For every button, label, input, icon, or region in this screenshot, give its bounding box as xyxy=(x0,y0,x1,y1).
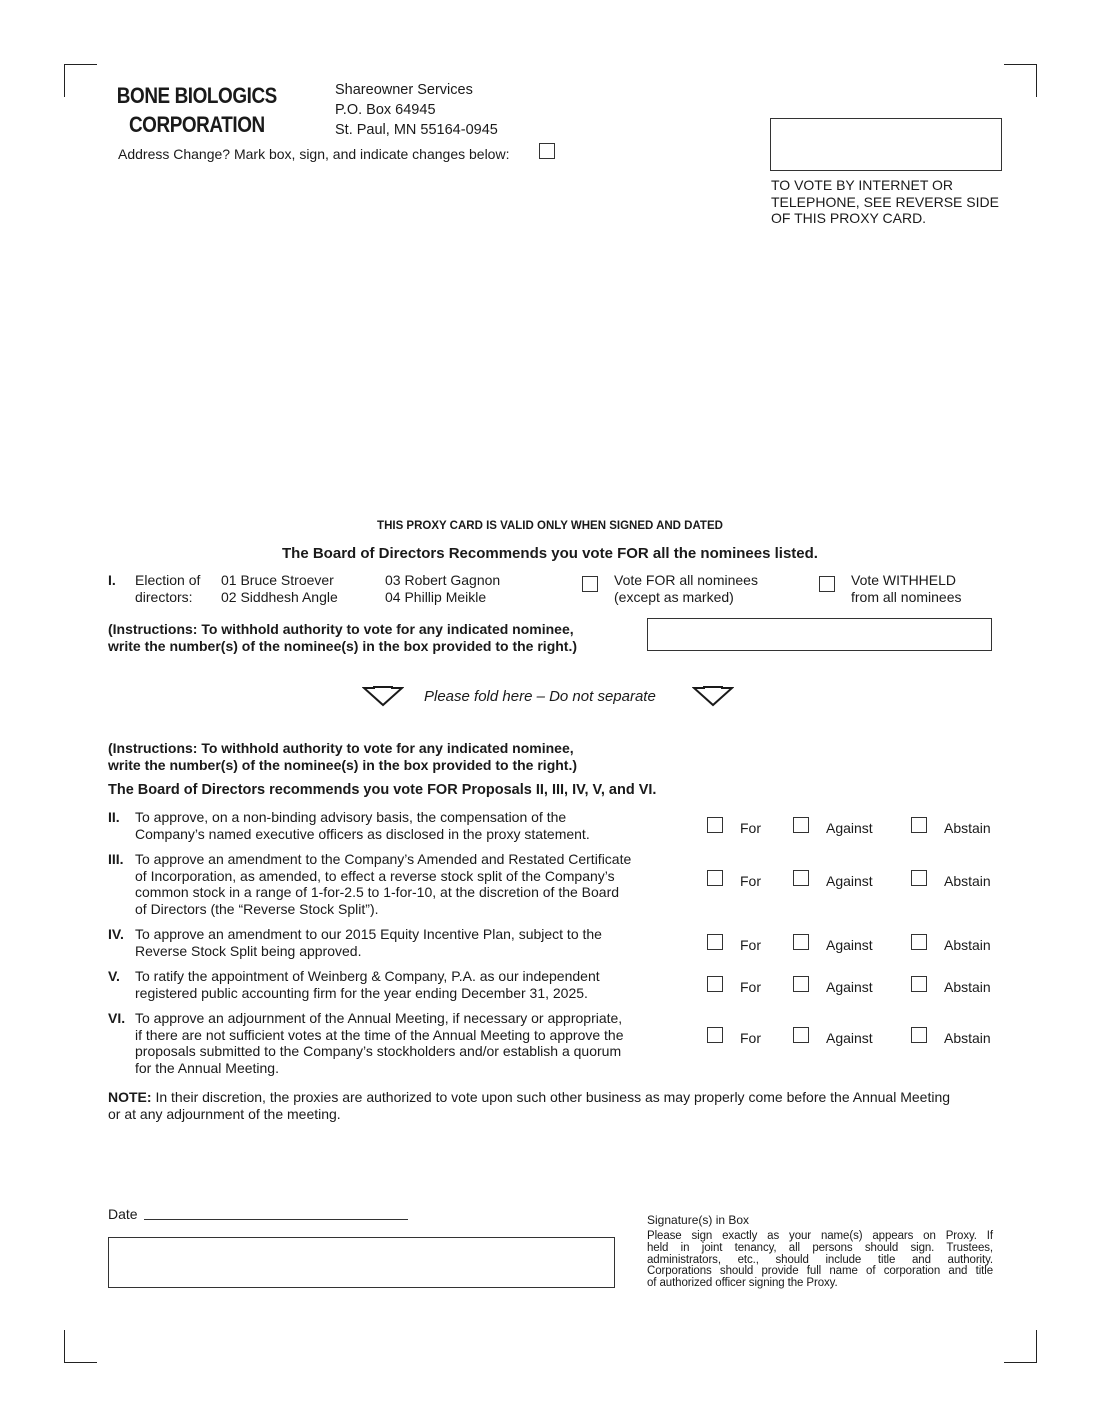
vote-withheld-line2: from all nominees xyxy=(851,588,962,605)
proposal-ii-text xyxy=(135,809,665,842)
proposal-iv-line2: Reverse Stock Split being approved. xyxy=(135,942,362,959)
proposal-vi-against-label: Against xyxy=(826,1030,873,1046)
signature-instructions-line3: administrators, etc., should include title and authority. xyxy=(647,1253,993,1266)
proposal-vi-against-checkbox[interactable] xyxy=(793,1027,809,1043)
vote-notice-line1: TO VOTE BY INTERNET OR xyxy=(771,177,954,193)
proposal-iii-line1: To approve an amendment to the Company’s Amended and Restated Certificate xyxy=(135,851,632,867)
valid-notice: THIS PROXY CARD IS VALID ONLY WHEN SIGNED AND DATED xyxy=(377,520,723,532)
proposal-iv-text xyxy=(135,926,665,959)
vote-notice-line2: TELEPHONE, SEE REVERSE SIDE xyxy=(771,193,999,210)
proposal-v-against-label: Against xyxy=(826,979,873,995)
proposal-vi-for-label: For xyxy=(740,1030,761,1046)
company-name-line1: BONE BIOLOGICS xyxy=(116,83,277,108)
proposal-vi-line3: proposals submitted to the Company’s stockholders and/or establish a quorum xyxy=(135,1043,622,1059)
proposal-vi-line4: for the Annual Meeting. xyxy=(135,1059,279,1076)
instructions-upper-line1: (Instructions: To withhold authority to vote for any indicated nominee, xyxy=(108,621,574,637)
date-label: Date xyxy=(108,1206,138,1222)
proposal-vi-abstain-checkbox[interactable] xyxy=(911,1027,927,1043)
withhold-nominee-input[interactable] xyxy=(647,618,992,651)
instructions-lower-line1: (Instructions: To withhold authority to vote for any indicated nominee, xyxy=(108,740,574,756)
proposal-vi-line2: if there are not sufficient votes at the time of the Annual Meeting to approve the xyxy=(135,1026,624,1043)
vote-withheld-checkbox[interactable] xyxy=(819,576,835,592)
election-label xyxy=(135,572,200,605)
note-text: In their discretion, the proxies are authorized to vote upon such other business as may properly come before the Annual Meeting xyxy=(151,1089,951,1105)
note-label: NOTE: xyxy=(108,1089,152,1105)
board-recommendation-proposals: The Board of Directors recommends you vote FOR Proposals II, III, IV, V, and VI. xyxy=(108,782,657,798)
address-change-label: Address Change? Mark box, sign, and indicate changes below: xyxy=(118,146,510,162)
proposal-ii-for-label: For xyxy=(740,820,761,836)
withhold-instructions-upper xyxy=(108,621,577,654)
proposal-iv-against-label: Against xyxy=(826,937,873,953)
proposal-iv-for-checkbox[interactable] xyxy=(707,934,723,950)
vote-notice-line3: OF THIS PROXY CARD. xyxy=(771,210,927,226)
withhold-instructions-lower xyxy=(108,740,577,773)
proposal-iv-abstain-label: Abstain xyxy=(944,937,991,953)
signature-instructions-line5: of authorized officer signing the Proxy. xyxy=(647,1277,838,1290)
proposal-v-for-checkbox[interactable] xyxy=(707,976,723,992)
address-line2: P.O. Box 64945 xyxy=(335,102,436,118)
proposal-iii-against-label: Against xyxy=(826,873,873,889)
proposal-vi-text xyxy=(135,1010,665,1076)
election-label-line1: Election of xyxy=(135,572,201,588)
proposal-number-vi: VI. xyxy=(108,1010,126,1026)
proposal-v-text xyxy=(135,968,665,1001)
nominee-list-col2 xyxy=(385,572,500,605)
proposal-iv-abstain-checkbox[interactable] xyxy=(911,934,927,950)
proposal-ii-for-checkbox[interactable] xyxy=(707,817,723,833)
signature-instructions-line4: Corporations should provide full name of corporation and title xyxy=(647,1265,993,1278)
note-line2: or at any adjournment of the meeting. xyxy=(108,1105,341,1122)
return-address xyxy=(335,80,498,140)
signature-instructions-line2: held in joint tenancy, all persons should sign. Trustees, xyxy=(647,1241,993,1254)
proposal-number-iii: III. xyxy=(108,851,124,867)
signature-box[interactable] xyxy=(108,1237,615,1288)
address-line3: St. Paul, MN 55164-0945 xyxy=(335,122,498,138)
proposal-ii-abstain-checkbox[interactable] xyxy=(911,817,927,833)
board-recommendation-directors: The Board of Directors Recommends you vote FOR all the nominees listed. xyxy=(282,545,818,562)
nominee-01: 01 Bruce Stroever xyxy=(221,572,334,588)
fold-arrow-right-icon xyxy=(692,686,734,708)
proposal-vi-line1: To approve an adjournment of the Annual Meeting, if necessary or appropriate, xyxy=(135,1010,623,1026)
proposal-ii-line1: To approve, on a non-binding advisory basis, the compensation of the xyxy=(135,809,567,825)
proposal-iii-for-checkbox[interactable] xyxy=(707,870,723,886)
vote-for-all-line2: (except as marked) xyxy=(614,588,734,605)
proposal-v-abstain-checkbox[interactable] xyxy=(911,976,927,992)
fold-arrow-left-icon xyxy=(362,686,404,708)
proposal-v-against-checkbox[interactable] xyxy=(793,976,809,992)
nominee-list-col1 xyxy=(221,572,338,605)
proposal-iv-for-label: For xyxy=(740,937,761,953)
proposal-v-abstain-label: Abstain xyxy=(944,979,991,995)
proposal-iv-against-checkbox[interactable] xyxy=(793,934,809,950)
proposal-iv-line1: To approve an amendment to our 2015 Equity Incentive Plan, subject to the xyxy=(135,926,602,942)
signature-box-title: Signature(s) in Box xyxy=(647,1213,750,1227)
proposal-ii-against-checkbox[interactable] xyxy=(793,817,809,833)
proposal-ii-against-label: Against xyxy=(826,820,873,836)
vote-withheld-label xyxy=(851,572,962,605)
crop-mark-top-left xyxy=(64,64,97,97)
signature-instructions xyxy=(647,1231,993,1290)
vote-internet-notice xyxy=(771,177,999,227)
proposal-iii-abstain-checkbox[interactable] xyxy=(911,870,927,886)
date-input-line[interactable] xyxy=(144,1219,408,1220)
proposal-number-i: I. xyxy=(108,572,116,588)
crop-mark-bottom-right xyxy=(1004,1330,1037,1363)
address-change-checkbox[interactable] xyxy=(539,143,555,159)
nominee-04: 04 Phillip Meikle xyxy=(385,588,487,605)
proposal-ii-line2: Company’s named executive officers as disclosed in the proxy statement. xyxy=(135,825,590,842)
proposal-number-v: V. xyxy=(108,968,120,984)
proposal-number-ii: II. xyxy=(108,809,120,825)
proposal-iii-line2: of Incorporation, as amended, to effect a reverse stock split of the Company’s xyxy=(135,867,615,884)
proposal-vi-for-checkbox[interactable] xyxy=(707,1027,723,1043)
proposal-iii-abstain-label: Abstain xyxy=(944,873,991,889)
address-line1: Shareowner Services xyxy=(335,82,473,98)
election-label-line2: directors: xyxy=(135,588,193,605)
proposal-number-iv: IV. xyxy=(108,926,124,942)
instructions-lower-line2: write the number(s) of the nominee(s) in the box provided to the right.) xyxy=(108,756,578,773)
nominee-02: 02 Siddhesh Angle xyxy=(221,588,338,605)
note-line1 xyxy=(108,1089,998,1106)
proposal-iii-for-label: For xyxy=(740,873,761,889)
proposal-ii-abstain-label: Abstain xyxy=(944,820,991,836)
crop-mark-bottom-left xyxy=(64,1330,97,1363)
proposal-iii-text xyxy=(135,851,665,917)
signature-instructions-line1: Please sign exactly as your name(s) appears on Proxy. If xyxy=(647,1230,993,1242)
note-paragraph xyxy=(108,1089,998,1122)
company-name xyxy=(116,81,278,139)
nominee-03: 03 Robert Gagnon xyxy=(385,572,501,588)
vote-for-all-checkbox[interactable] xyxy=(582,576,598,592)
vote-for-all-line1: Vote FOR all nominees xyxy=(614,572,758,588)
proposal-v-line1: To ratify the appointment of Weinberg & Company, P.A. as our independent xyxy=(135,968,600,984)
proposal-v-line2: registered public accounting firm for the year ending December 31, 2025. xyxy=(135,984,588,1001)
vote-withheld-line1: Vote WITHHELD xyxy=(851,572,957,588)
vote-for-all-label xyxy=(614,572,758,605)
control-number-box xyxy=(770,118,1002,171)
proposal-iii-line3: common stock in a range of 1-for-2.5 to 1-for-10, at the discretion of the Board xyxy=(135,884,620,900)
crop-mark-top-right xyxy=(1004,64,1037,97)
instructions-upper-line2: write the number(s) of the nominee(s) in the box provided to the right.) xyxy=(108,637,578,654)
proposal-iii-line4: of Directors (the “Reverse Stock Split”). xyxy=(135,900,379,917)
proposal-v-for-label: For xyxy=(740,979,761,995)
proposal-iii-against-checkbox[interactable] xyxy=(793,870,809,886)
company-name-line2: CORPORATION xyxy=(128,112,265,137)
fold-instruction: Please fold here – Do not separate xyxy=(424,688,656,705)
proposal-vi-abstain-label: Abstain xyxy=(944,1030,991,1046)
